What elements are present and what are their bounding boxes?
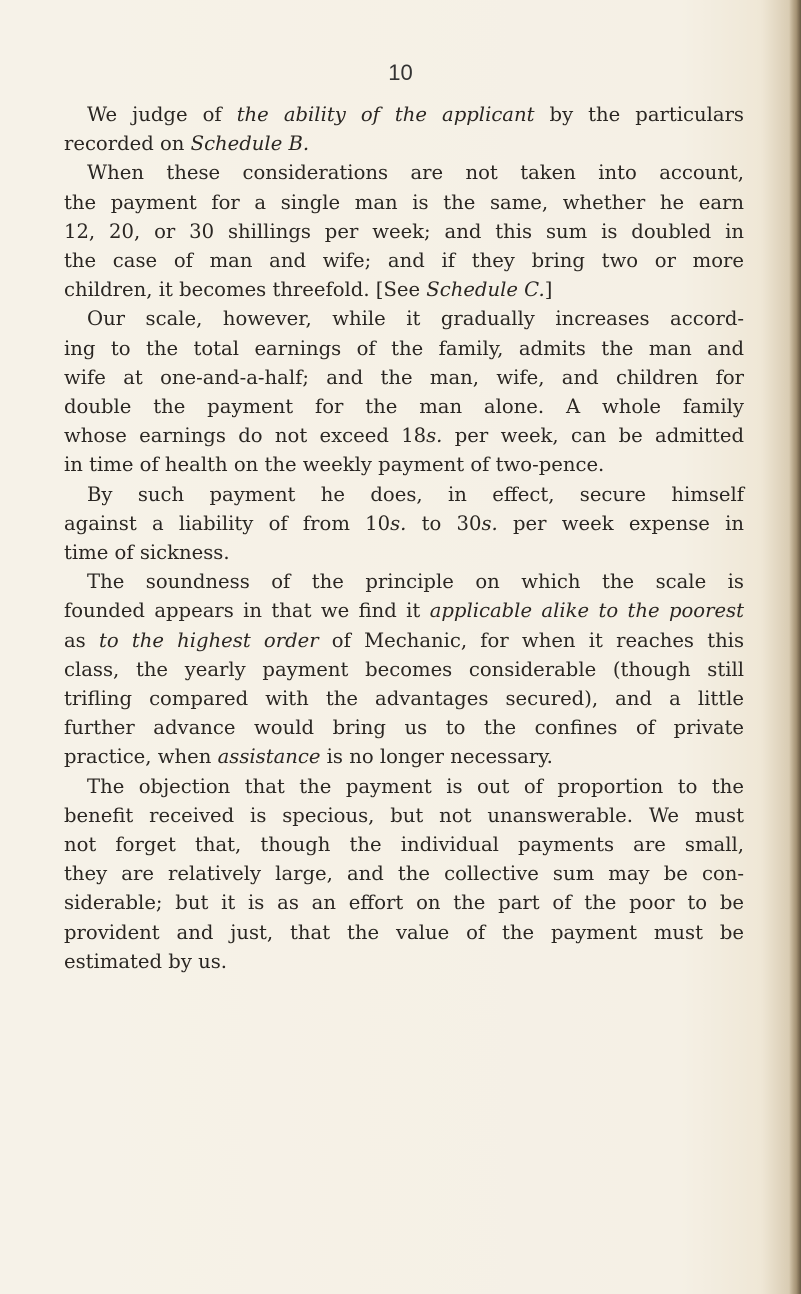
text-line xyxy=(64,480,744,509)
text-run: whose earnings do not exceed 18 xyxy=(64,424,427,448)
text-run: further advance would bring us to the confines of private xyxy=(64,716,744,740)
text-line xyxy=(64,275,744,304)
text-line xyxy=(64,450,744,479)
text-run: wife at one-and-a-half; and the man, wife, and children for xyxy=(64,365,744,389)
italic-text-run: assistance xyxy=(217,745,321,769)
text-line xyxy=(64,567,744,596)
text-line xyxy=(64,772,744,801)
text-line xyxy=(64,304,744,333)
text-run: children, it becomes threefold. [See xyxy=(64,278,427,302)
body-text xyxy=(64,100,744,976)
text-run: they are relatively large, and the collective sum may be con- xyxy=(64,862,744,886)
text-line xyxy=(64,334,744,363)
text-run: to 30 xyxy=(406,511,482,535)
text-run: When these considerations are not taken into account, xyxy=(87,161,744,185)
text-run: is no longer necessary. xyxy=(320,745,553,769)
page-number: 10 xyxy=(388,60,413,85)
page-edge-shadow xyxy=(789,0,801,1294)
text-run: 12, 20, or 30 shillings per week; and this sum is doubled in xyxy=(64,219,744,243)
text-run: The soundness of the principle on which the scale is xyxy=(87,570,744,594)
text-line xyxy=(64,158,744,187)
text-line xyxy=(64,684,744,713)
text-run: We judge of xyxy=(87,103,237,126)
paragraph xyxy=(64,158,744,304)
text-line xyxy=(64,801,744,830)
text-line xyxy=(64,918,744,947)
italic-text-run: Schedule B. xyxy=(190,132,310,156)
text-line xyxy=(64,392,744,421)
text-line xyxy=(64,713,744,742)
text-line xyxy=(64,188,744,217)
text-run: practice, when xyxy=(64,745,218,769)
text-run: benefit received is specious, but not unanswerable. We must xyxy=(64,803,744,827)
italic-text-run: to the highest order xyxy=(98,628,319,652)
text-run: time of sickness. xyxy=(64,541,230,565)
text-run: double the payment for the man alone. A whole family xyxy=(64,395,744,419)
italic-text-run: Schedule C. xyxy=(426,278,545,302)
text-run: siderable; but it is as an effort on the part of the poor to be xyxy=(64,891,744,915)
text-line xyxy=(64,626,744,655)
italic-text-run: s. xyxy=(390,511,407,535)
text-line xyxy=(64,217,744,246)
italic-text-run: s. xyxy=(481,511,498,535)
text-line xyxy=(64,859,744,888)
text-run: of Mechanic, for when it reaches this xyxy=(318,628,745,652)
text-line xyxy=(64,888,744,917)
paragraph xyxy=(64,772,744,976)
text-run: recorded on xyxy=(64,132,191,156)
italic-text-run: s. xyxy=(426,424,443,448)
text-run: founded appears in that we find it xyxy=(64,599,430,623)
text-line xyxy=(64,100,744,129)
text-line xyxy=(64,830,744,859)
text-run: By such payment he does, in effect, secure himself xyxy=(87,482,744,506)
text-line xyxy=(64,655,744,684)
text-line xyxy=(64,421,744,450)
text-run: The objection that the payment is out of proportion to the xyxy=(87,774,744,798)
text-run: ] xyxy=(544,278,553,302)
text-line xyxy=(64,129,744,158)
paragraph xyxy=(64,567,744,771)
text-run: ing to the total earnings of the family, admits the man and xyxy=(64,336,744,360)
text-line xyxy=(64,246,744,275)
text-run: in time of health on the weekly payment of two-pence. xyxy=(64,453,605,477)
text-line xyxy=(64,596,744,625)
paragraph xyxy=(64,480,744,568)
text-run: the payment for a single man is the same, whether he earn xyxy=(64,190,744,214)
paragraph xyxy=(64,304,744,479)
text-run: class, the yearly payment becomes considerable (though still xyxy=(64,657,744,681)
text-line xyxy=(64,742,744,771)
text-line xyxy=(64,363,744,392)
text-run: per week, can be admitted xyxy=(442,424,744,448)
text-line xyxy=(64,538,744,567)
text-run: estimated by us. xyxy=(64,949,228,973)
text-line xyxy=(64,947,744,976)
text-run: Our scale, however, while it gradually increases accord- xyxy=(87,307,744,331)
text-line xyxy=(64,509,744,538)
text-run: the case of man and wife; and if they bring two or more xyxy=(64,249,744,273)
text-run: against a liability of from 10 xyxy=(64,511,391,535)
text-run: provident and just, that the value of the payment must be xyxy=(64,920,744,944)
italic-text-run: applicable alike to the poorest xyxy=(429,599,744,623)
text-run: not forget that, though the individual payments are small, xyxy=(64,833,744,857)
italic-text-run: the ability of the applicant xyxy=(236,103,535,126)
text-run: as xyxy=(64,628,99,652)
text-run: trifling compared with the advantages secured), and a little xyxy=(64,687,744,711)
text-run: per week expense in xyxy=(497,511,744,535)
text-run: by the particulars xyxy=(534,103,744,126)
paragraph xyxy=(64,100,744,158)
